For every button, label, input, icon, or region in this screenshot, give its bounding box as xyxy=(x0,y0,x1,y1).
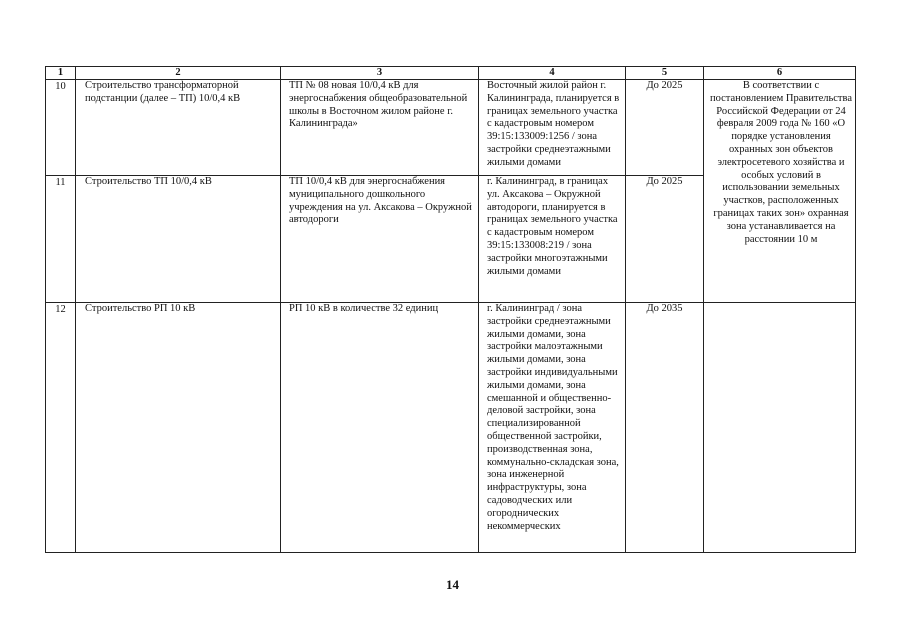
object-location: г. Калининград, в границах ул. Аксакова – Окружной автодороги, планируется в границах земельного участка с кадастровым номером 39:15:133008:219 / зона застройки многоэтажными жилыми домами xyxy=(479,176,626,303)
column-header: 2 xyxy=(76,67,281,80)
object-term: До 2025 xyxy=(626,176,704,303)
table-row xyxy=(46,303,856,553)
column-header: 3 xyxy=(281,67,479,80)
row-number: 12 xyxy=(46,303,76,553)
object-term: До 2035 xyxy=(626,303,704,553)
infrastructure-table xyxy=(45,66,856,553)
column-header: 1 xyxy=(46,67,76,80)
object-description: ТП 10/0,4 кВ для энергоснабжения муниципального дошкольного учреждения на ул. Аксакова – Окружной автодороги xyxy=(281,176,479,303)
table-row xyxy=(46,80,856,176)
column-header: 5 xyxy=(626,67,704,80)
object-location: Восточный жилой район г. Калининграда, планируется в границах земельного участка с кадастровым номером 39:15:133009:1256 / зона застройки среднеэтажными жилыми домами xyxy=(479,80,626,176)
empty-cell xyxy=(704,303,856,553)
row-number: 11 xyxy=(46,176,76,303)
object-name: Строительство ТП 10/0,4 кВ xyxy=(76,176,281,303)
column-header: 6 xyxy=(704,67,856,80)
object-name: Строительство РП 10 кВ xyxy=(76,303,281,553)
column-header: 4 xyxy=(479,67,626,80)
page-number: 14 xyxy=(446,577,459,592)
object-term: До 2025 xyxy=(626,80,704,176)
row-number: 10 xyxy=(46,80,76,176)
object-description: РП 10 кВ в количестве 32 единиц xyxy=(281,303,479,553)
object-name: Строительство трансформаторной подстанции (далее – ТП) 10/0,4 кВ xyxy=(76,80,281,176)
object-description: ТП № 08 новая 10/0,4 кВ для энергоснабжения общеобразовательной школы в Восточном жилом районе г. Калининграда» xyxy=(281,80,479,176)
object-location: г. Калининград / зона застройки среднеэтажными жилыми домами, зона застройки малоэтажными жилыми домами, зона застройки индивидуальными жилыми домами, зона смешанной и общественно-деловой застройки, зона специализированной общественной застройки, производственная зона, коммунально-складская зона, зона инженерной инфраструктуры, зона садоводческих или огороднических некоммерческих xyxy=(479,303,626,553)
protection-zone-note: В соответствии с постановлением Правительства Российской Федерации от 24 февраля 2009 года № 160 «О порядке установления охранных зон объектов электросетевого хозяйства и особых условий в использовании земельных участков, расположенных границах таких зон» охранная зона устанавливается на расстоянии 10 м xyxy=(704,80,856,303)
table-header-row xyxy=(46,67,856,80)
